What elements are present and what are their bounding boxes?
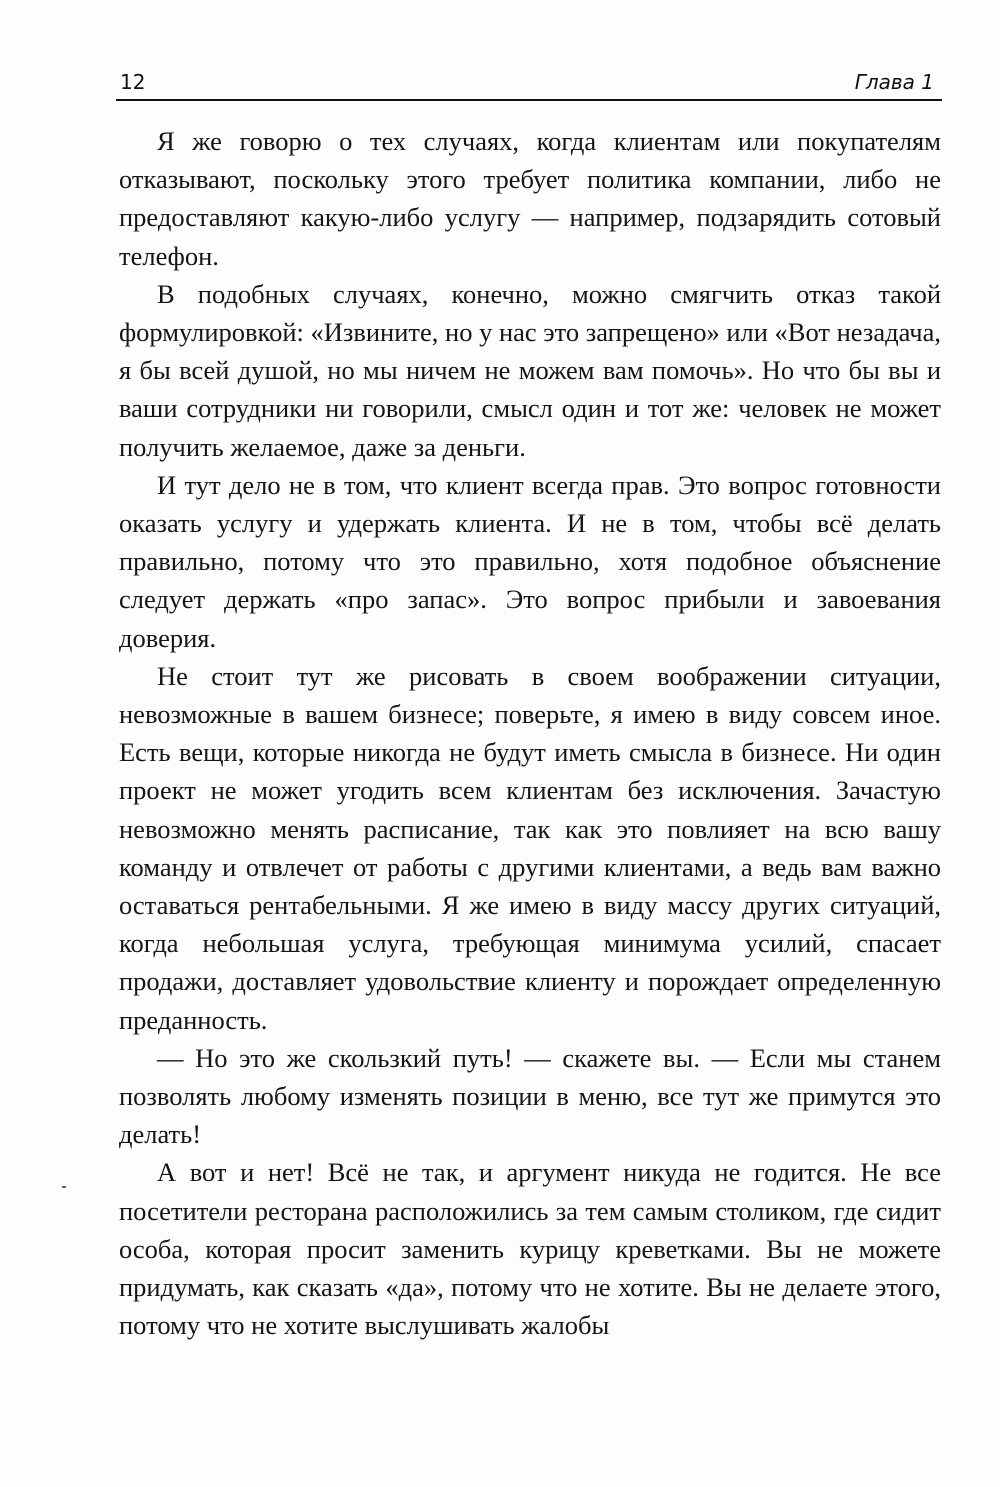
paragraph: И тут дело не в том, что клиент всегда прав. Это вопрос готовности оказать услугу и удержать клиента. И не в том, чтобы всё делать правильно, потому что это правильно, хотя подобное объяснение следует держать «про запас». Это вопрос прибыли и завоевания доверия. bbox=[119, 469, 941, 653]
paragraph: В подобных случаях, конечно, можно смягчить отказ такой формулировкой: «Извините, но у нас это запрещено» или «Вот незадача, я бы всей душой, но мы ничем не можем вам помочь». Но что бы вы и ваши сотрудники ни говорили, смысл один и тот же: человек не может получить желаемое, даже за деньги. bbox=[119, 278, 941, 462]
body-text bbox=[119, 122, 941, 1345]
margin-speck bbox=[62, 1186, 66, 1188]
paragraph: — Но это же скользкий путь! — скажете вы. — Если мы станем позволять любому изменять позиции в меню, все тут же примутся это делать! bbox=[119, 1042, 941, 1150]
paragraph: А вот и нет! Всё не так, и аргумент никуда не годится. Не все посетители ресторана расположились за тем самым столиком, где сидит особа, которая просит заменить курицу креветками. Вы не можете придумать, как сказать «да», потому что не хотите. Вы не делаете этого, потому что не хотите выслушивать жалобы bbox=[119, 1157, 941, 1341]
paragraph: Не стоит тут же рисовать в своем воображении ситуации, невозможные в вашем бизнесе; поверьте, я имею в виду совсем иное. Есть вещи, которые никогда не будут иметь смысла в бизнесе. Ни один проект не может угодить всем клиентам без исключения. Зачастую невозможно менять расписание, так как это повлияет на всю вашу команду и отвлечет от работы с другими клиентами, а ведь вам важно оставаться рентабельными. Я же имею в виду массу других ситуаций, когда небольшая услуга, требующая минимума усилий, спасает продажи, доставляет удовольствие клиенту и порождает определенную преданность. bbox=[119, 660, 941, 1035]
page-number: 12 bbox=[120, 70, 146, 94]
header-rule bbox=[116, 99, 942, 101]
chapter-label: Глава 1 bbox=[854, 70, 934, 94]
running-head bbox=[116, 64, 940, 100]
paragraph: Я же говорю о тех случаях, когда клиентам или покупателям отказывают, поскольку этого требует политика компании, либо не предоставляют какую-либо услугу — например, подзарядить сотовый телефон. bbox=[119, 126, 941, 271]
